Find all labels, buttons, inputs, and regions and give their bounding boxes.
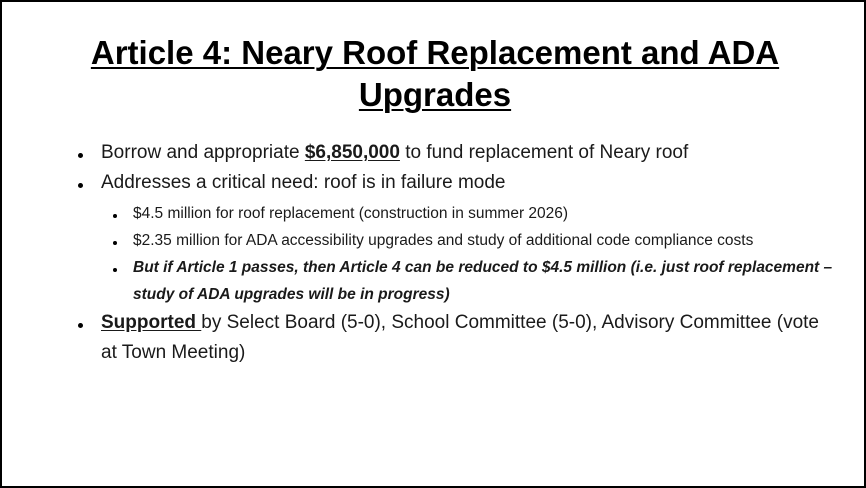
sub-bullet-ada-cost: [78, 227, 838, 254]
bullet-supported-lead: Supported: [101, 312, 202, 333]
slide-title: Article 4: Neary Roof Replacement and ADA Upgrades: [90, 34, 780, 113]
bullet-supported-text: by Select Board (5-0), School Committee (5-0), Advisory Committee (vote at Town Meeting): [101, 312, 820, 363]
bullet-borrow-text-start: Borrow and appropriate: [101, 142, 305, 163]
bullet-borrow: [78, 138, 838, 168]
sub-bullet-dot-icon: [113, 241, 117, 245]
sub-bullet-dot-icon: [113, 268, 117, 272]
sub-bullet-article1-condition: [78, 254, 838, 308]
bullet-critical-need: [78, 168, 838, 198]
bullet-borrow-text-end: to fund replacement of Neary roof: [399, 142, 689, 163]
bullet-borrow-amount: $6,850,000: [304, 142, 400, 163]
bullet-dot-icon: [78, 153, 83, 158]
sub-bullet-dot-icon: [113, 214, 117, 218]
bullet-critical-need-text: Addresses a critical need: roof is in failure mode: [101, 172, 506, 193]
bullet-list: [78, 138, 838, 368]
sub-bullet-ada-cost-text: $2.35 million for ADA accessibility upgrades and study of additional code compliance costs: [133, 232, 754, 249]
sub-bullet-article1-condition-text: But if Article 1 passes, then Article 4 can be reduced to $4.5 million (i.e. just roof replacement – study of ADA upgrades will be in progress): [133, 259, 833, 303]
sub-bullet-roof-cost-text: $4.5 million for roof replacement (construction in summer 2026): [133, 205, 569, 222]
sub-bullet-roof-cost: [78, 200, 838, 227]
bullet-supported: [78, 308, 838, 368]
bullet-dot-icon: [78, 183, 83, 188]
bullet-dot-icon: [78, 323, 83, 328]
